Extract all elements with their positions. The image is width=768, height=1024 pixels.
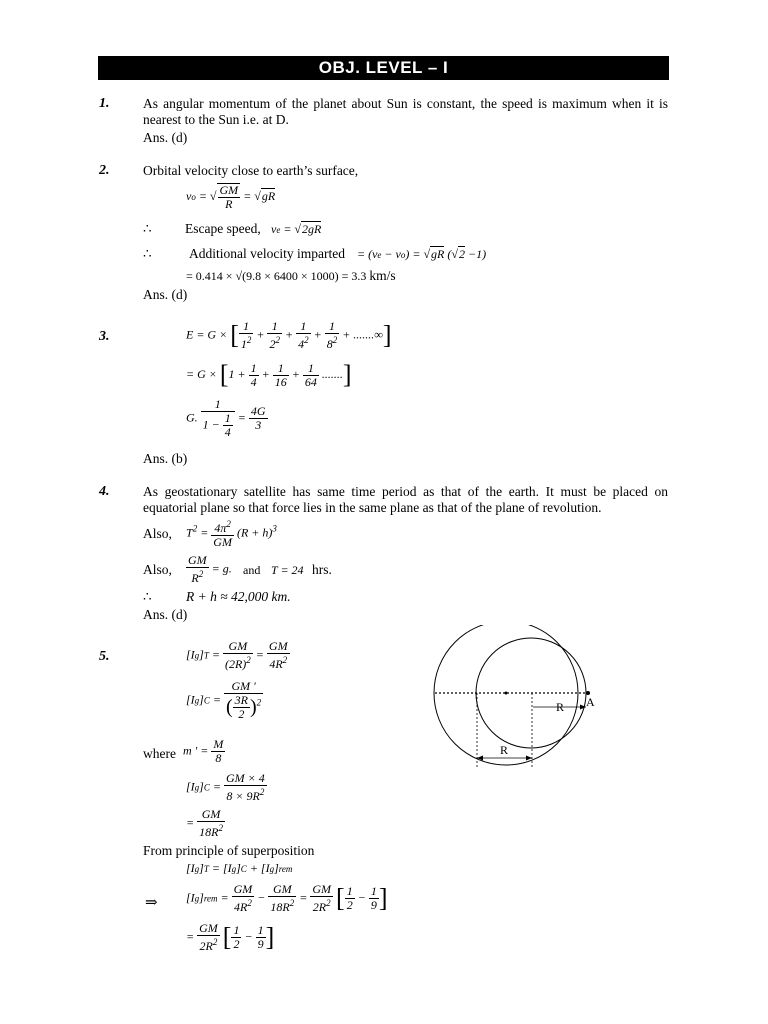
sphere-cavity-diagram <box>425 625 610 785</box>
hours-unit: hrs. <box>312 562 332 577</box>
therefore-symbol-3: ∴ <box>143 589 152 604</box>
question-number-4: 4. <box>99 484 110 499</box>
and-word: and <box>243 563 261 577</box>
geometric-sum-result: G. 1 1 − $\frac{1}{4}$ = $\frac{4G}{3}$ <box>186 397 266 439</box>
remaining-field-equation: [Ig]rem = $\frac{GM}{4R^2}$ − $\frac{GM}{18R^2}$ = $\frac{GM}{2R^2}$ [ $\frac{1}{2}$ − $\frac{1}{9}$ ] <box>186 882 388 914</box>
cavity-mass-equation: m ' = $\frac{M}{8}$ <box>183 737 224 765</box>
question-2-answer: Ans. (d) <box>143 287 188 302</box>
field-series-simplified: = G × [1 + $\frac{1}{4}$ + $\frac{1}{16}$ + $\frac{1}{64}$ .......] <box>186 360 352 389</box>
question-1-answer: Ans. (d) <box>143 130 188 145</box>
also-label-2: Also, <box>143 562 172 577</box>
escape-speed-equation: ve = √2gR <box>271 222 322 236</box>
question-2-intro: Orbital velocity close to earth’s surface, <box>143 163 359 178</box>
label-a: A <box>586 695 595 709</box>
field-series-equation: E = G × [ $\frac{1}{1^2}$ + $\frac{1}{2^2}$ + $\frac{1}{4^2}$ + $\frac{1}{8^2}$ + .......∞] <box>186 319 392 351</box>
question-number-3: 3. <box>99 329 110 344</box>
question-4-answer: Ans. (d) <box>143 607 188 622</box>
additional-velocity-equation: = (ve − vo) = √gR (√2 −1) <box>357 247 487 261</box>
question-number-2: 2. <box>99 163 110 178</box>
also-label-1: Also, <box>143 526 172 541</box>
orbit-radius-result: R + h ≈ 42,000 km. <box>186 589 291 604</box>
where-label: where <box>143 746 176 761</box>
therefore-symbol-2: ∴ <box>143 246 152 261</box>
arrowhead-r2-right <box>526 756 532 761</box>
field-full-sphere-equation: [Ig]T = $\frac{GM}{(2R)^2}$ = $\frac{GM}{4R^2}$ <box>186 639 288 671</box>
superposition-equation: [Ig]T = [Ig]C + [Ig]rem <box>186 861 293 875</box>
question-4-text: As geostationary satellite has same time period as that of the earth. It must be placed on equatorial plane so that force lies in the same plane as that of the plane of revolution. <box>143 484 668 515</box>
orbital-velocity-equation: vo = √ $\frac{GM}{R}$ = √gR <box>186 183 276 211</box>
numeric-result: = 0.414 × √(9.8 × 6400 × 1000) = 3.3 km/s <box>186 268 396 283</box>
escape-speed-label: Escape speed, <box>185 221 261 236</box>
remaining-field-result: = $\frac{GM}{2R^2}$ [ $\frac{1}{2}$ − $\frac{1}{9}$ ] <box>186 921 275 953</box>
implies-symbol: ⇒ <box>145 895 158 911</box>
field-cavity-result: = $\frac{GM}{18R^2}$ <box>186 807 223 839</box>
field-cavity-substituted: [Ig]C = $\frac{GM \times 4}{8 \times 9R^2}$ <box>186 771 265 803</box>
field-cavity-equation: [Ig]C = GM ' ( $\frac{3R}{2}$ )$^2$ <box>186 679 262 721</box>
question-3-answer: Ans. (b) <box>143 451 188 466</box>
additional-velocity-label: Additional velocity imparted <box>189 246 345 261</box>
page-title: OBJ. LEVEL – I <box>98 56 669 80</box>
kepler-third-law-equation: $T^2$ = $\frac{4\pi^2}{GM}$ $(R + h)^3$ <box>186 519 277 549</box>
label-r1: R <box>556 700 565 714</box>
therefore-symbol-1: ∴ <box>143 221 152 236</box>
question-1-text: As angular momentum of the planet about Sun is constant, the speed is maximum when it is nearest to the Sun i.e. at D. <box>143 96 668 127</box>
gravity-relation-equation: $\frac{GM}{R^2}$ = g. <box>188 553 232 585</box>
superposition-label: From principle of superposition <box>143 843 315 858</box>
label-r2: R <box>500 743 509 757</box>
time-period-value: T = 24 <box>271 563 304 577</box>
question-number-1: 1. <box>99 96 110 111</box>
question-number-5: 5. <box>99 649 110 664</box>
